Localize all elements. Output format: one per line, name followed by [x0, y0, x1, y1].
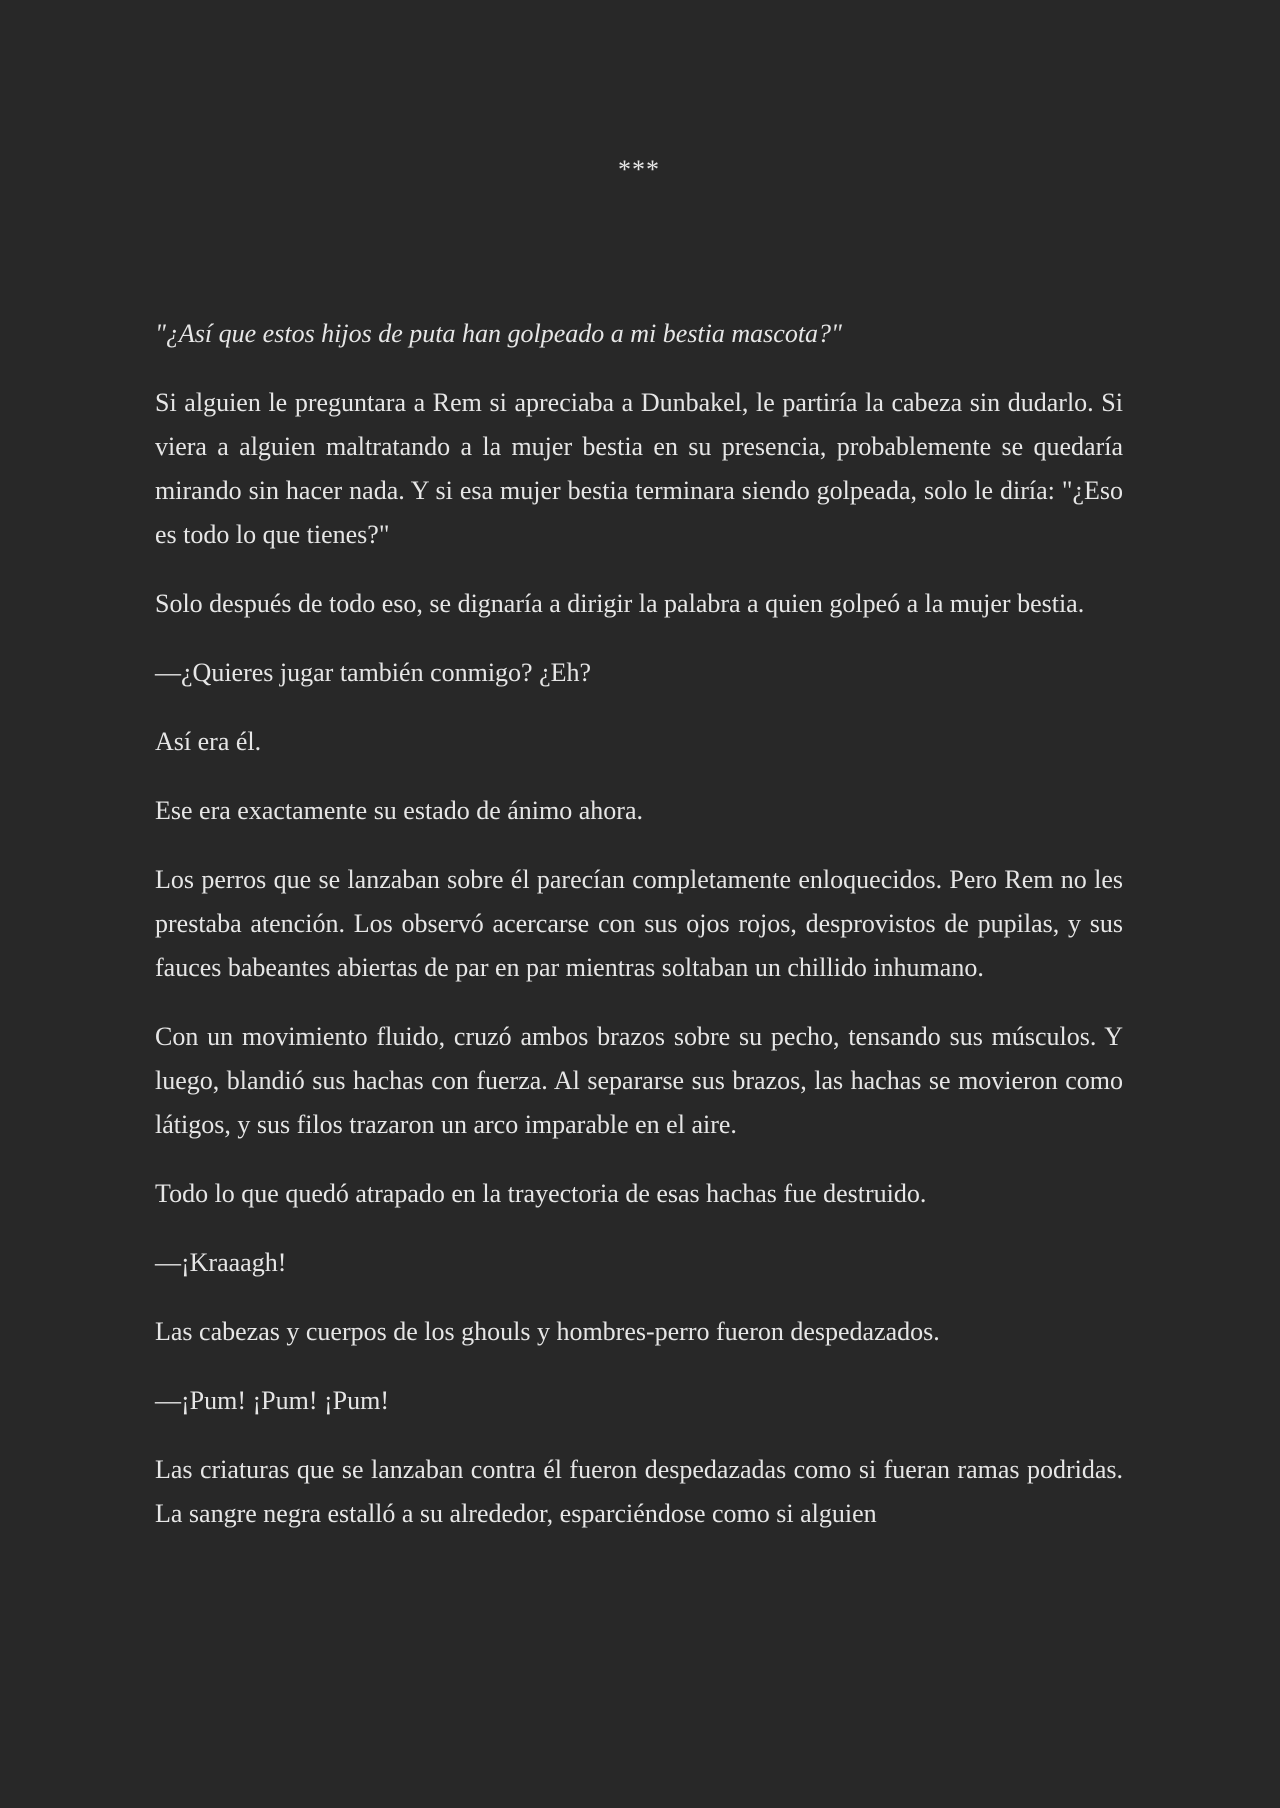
- paragraph-12: —¡Pum! ¡Pum! ¡Pum!: [155, 1386, 389, 1415]
- paragraph-1: "¿Así que estos hijos de puta han golpeado a mi bestia mascota?": [155, 319, 842, 348]
- paragraph-5: Así era él.: [155, 727, 262, 756]
- reader-page: [155, 0, 1123, 1808]
- paragraph-11: Las cabezas y cuerpos de los ghouls y hombres-perro fueron despedazados.: [155, 1317, 940, 1346]
- paragraph-13: Las criaturas que se lanzaban contra él fueron despedazadas como si fueran ramas podridas. La sangre negra estalló a su alrededor, esparciéndose como si alguien: [155, 1455, 1123, 1528]
- paragraph-3: Solo después de todo eso, se dignaría a dirigir la palabra a quien golpeó a la mujer bestia.: [155, 589, 1085, 618]
- chapter-text: [155, 312, 1123, 1561]
- paragraph-9: Todo lo que quedó atrapado en la trayectoria de esas hachas fue destruido.: [155, 1179, 927, 1208]
- paragraph-10: —¡Kraaagh!: [155, 1248, 287, 1277]
- paragraph-6: Ese era exactamente su estado de ánimo ahora.: [155, 796, 643, 825]
- scene-separator: ***: [618, 155, 660, 184]
- paragraph-2: Si alguien le preguntara a Rem si apreciaba a Dunbakel, le partiría la cabeza sin dudarlo. Si viera a alguien maltratando a la mujer bestia en su presencia, probablemente se quedaría mirando sin hacer nada. Y si esa mujer bestia terminara siendo golpeada, solo le diría: "¿Eso es todo lo que tienes?": [155, 388, 1123, 549]
- paragraph-8: Con un movimiento fluido, cruzó ambos brazos sobre su pecho, tensando sus músculos. Y luego, blandió sus hachas con fuerza. Al separarse sus brazos, las hachas se movieron como látigos, y sus filos trazaron un arco imparable en el aire.: [155, 1022, 1123, 1139]
- paragraph-4: —¿Quieres jugar también conmigo? ¿Eh?: [155, 658, 592, 687]
- paragraph-7: Los perros que se lanzaban sobre él parecían completamente enloquecidos. Pero Rem no les prestaba atención. Los observó acercarse con sus ojos rojos, desprovistos de pupilas, y sus fauces babeantes abiertas de par en par mientras soltaban un chillido inhumano.: [155, 865, 1123, 982]
